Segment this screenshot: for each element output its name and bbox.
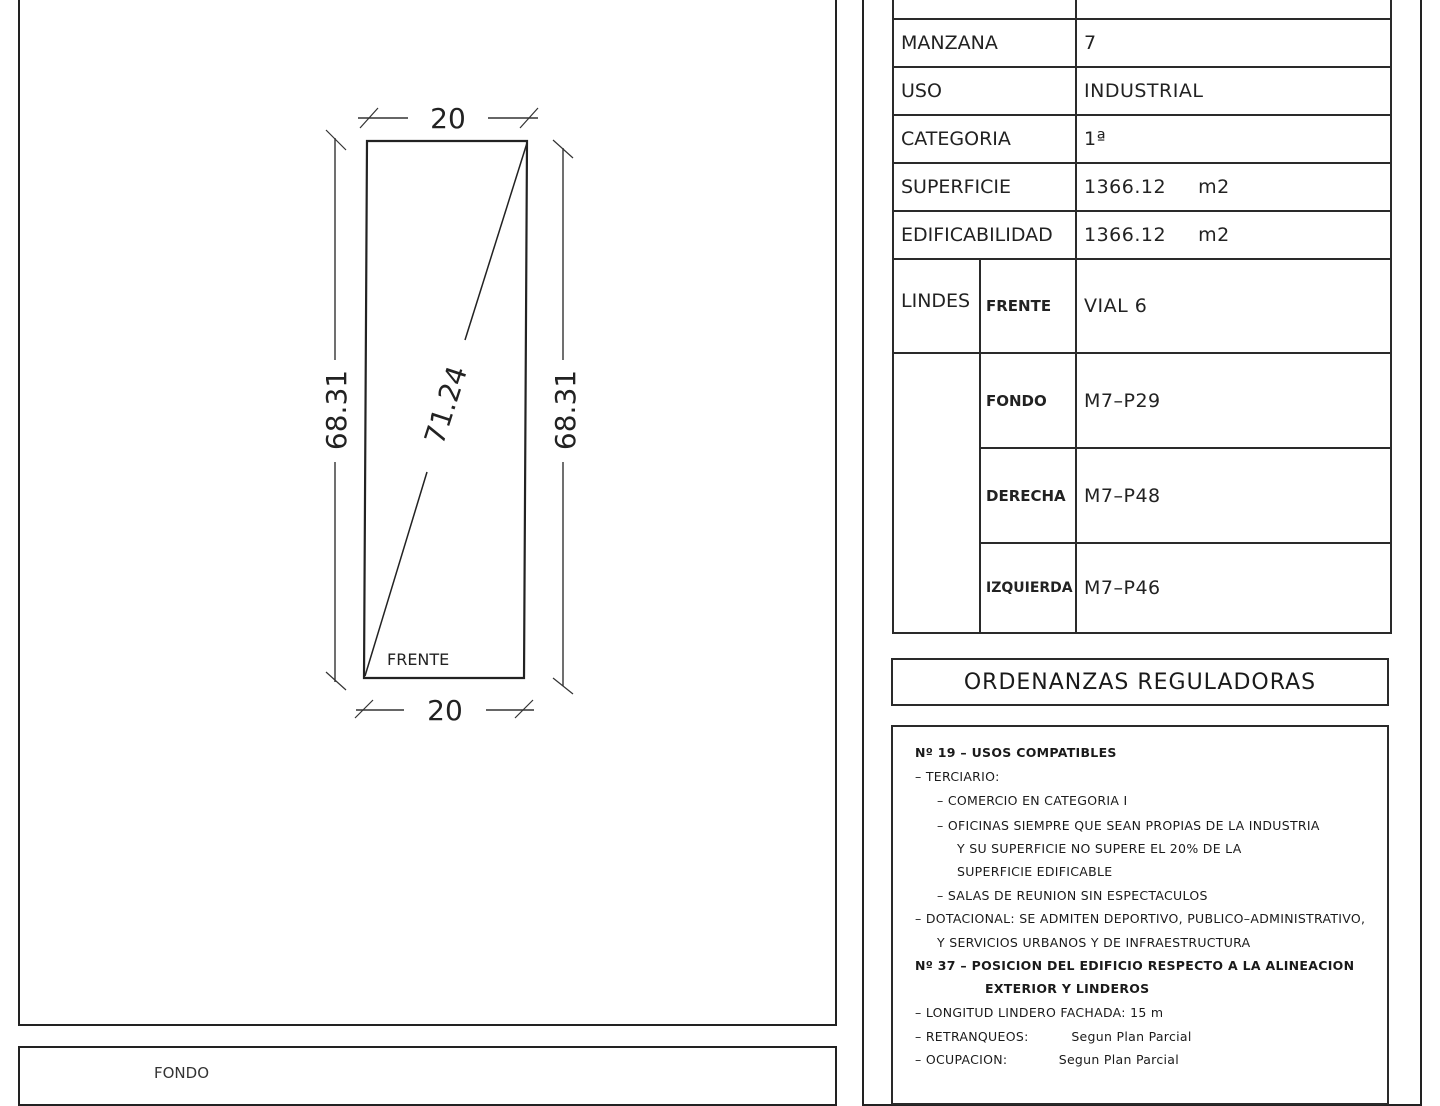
fondo-value: M7–P29 [1076, 353, 1391, 448]
fondo-sublabel: FONDO [980, 353, 1076, 448]
parcel-diagonal [365, 472, 427, 676]
diagonal-label: 71.24 [417, 361, 475, 449]
ordenanza-line: – COMERCIO EN CATEGORIA I [937, 793, 1128, 808]
uso-label: USO [893, 67, 1076, 115]
table-row [893, 0, 1391, 19]
categoria-label: CATEGORIA [893, 115, 1076, 163]
ordenanza-line: – OCUPACION: Segun Plan Parcial [915, 1052, 1180, 1067]
edificabilidad-label: EDIFICABILIDAD [893, 211, 1076, 259]
ordenanzas-title: ORDENANZAS REGULADORAS [891, 658, 1389, 706]
table-row-frente [893, 259, 1391, 353]
derecha-value: M7–P48 [1076, 448, 1391, 543]
ordenanza-line: EXTERIOR Y LINDEROS [985, 981, 1150, 996]
superficie-value: 1366.12 [1084, 176, 1167, 198]
table-row-derecha [893, 448, 1391, 543]
ordenanzas-box [891, 725, 1389, 1105]
frente-sublabel: FRENTE [980, 259, 1076, 353]
edificabilidad-value: 1366.12 [1084, 224, 1167, 246]
table-row-edificabilidad [893, 211, 1391, 259]
parcel-info-table [892, 0, 1392, 634]
superficie-unit: m2 [1198, 176, 1230, 198]
manzana-value: 7 [1076, 19, 1391, 67]
table-row-categoria [893, 115, 1391, 163]
left-depth-label: 68.31 [320, 369, 353, 451]
ordenanza-line: – TERCIARIO: [915, 769, 1000, 784]
ordenanza-line: Y SU SUPERFICIE NO SUPERE EL 20% DE LA [957, 841, 1242, 856]
ordenanza-line: Nº 37 – POSICION DEL EDIFICIO RESPECTO A LA ALINEACION [915, 958, 1355, 973]
parcel-diagonal [465, 143, 527, 340]
table-row-fondo [893, 353, 1391, 448]
superficie-value-cell [1076, 163, 1391, 211]
right-depth-label: 68.31 [549, 369, 582, 451]
ordenanza-line: – SALAS DE REUNION SIN ESPECTACULOS [937, 888, 1208, 903]
table-row-superficie [893, 163, 1391, 211]
lindes-label: LINDES [893, 259, 980, 353]
uso-value: INDUSTRIAL [1076, 67, 1391, 115]
ordenanza-line: Nº 19 – USOS COMPATIBLES [915, 745, 1117, 760]
top-width-label: 20 [430, 102, 466, 135]
table-row-uso [893, 67, 1391, 115]
frente-label: FRENTE [387, 650, 450, 669]
ordenanza-line: – OFICINAS SIEMPRE QUE SEAN PROPIAS DE LA INDUSTRIA [937, 818, 1320, 833]
superficie-label: SUPERFICIE [893, 163, 1076, 211]
ordenanza-line: SUPERFICIE EDIFICABLE [957, 864, 1113, 879]
ordenanza-line: – DOTACIONAL: SE ADMITEN DEPORTIVO, PUBLICO–ADMINISTRATIVO, [915, 911, 1366, 926]
lower-drawing-frame [18, 1046, 837, 1106]
table-row-izquierda [893, 543, 1391, 633]
bottom-width-label: 20 [427, 694, 463, 727]
ordenanza-line: – LONGITUD LINDERO FACHADA: 15 m [915, 1005, 1164, 1020]
izquierda-sublabel: IZQUIERDA [980, 543, 1076, 633]
table-row-manzana [893, 19, 1391, 67]
frente-value: VIAL 6 [1076, 259, 1391, 353]
edificabilidad-unit: m2 [1198, 224, 1230, 246]
derecha-sublabel: DERECHA [980, 448, 1076, 543]
edificabilidad-value-cell [1076, 211, 1391, 259]
ordenanza-line: – RETRANQUEOS: Segun Plan Parcial [915, 1029, 1192, 1044]
ordenanza-line: Y SERVICIOS URBANOS Y DE INFRAESTRUCTURA [937, 935, 1251, 950]
fondo-label: FONDO [154, 1064, 210, 1082]
categoria-value: 1ª [1076, 115, 1391, 163]
manzana-label: MANZANA [893, 19, 1076, 67]
izquierda-value: M7–P46 [1076, 543, 1391, 633]
